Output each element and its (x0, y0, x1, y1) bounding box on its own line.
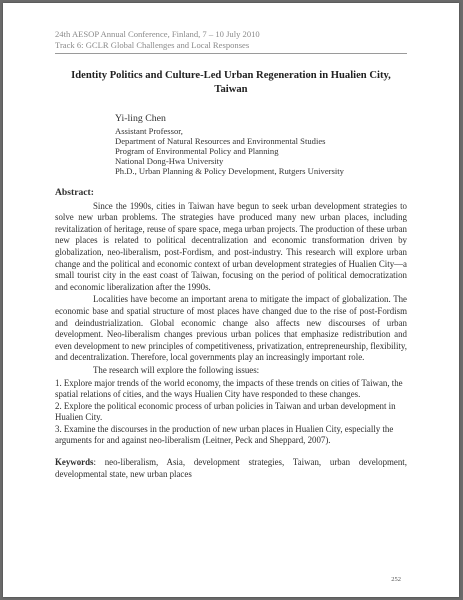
abstract-paragraph: Localities have become an important arena to mitigate the impact of globalization. The economic base and spatial structure of most places have changed due to the rise of post-Fordism and deindustrialization. Global economic change also affects new discourses of urban development. Neo-liberalism changes previous urban polices that emphasize redistribution and even development to new principles of competitiveness, privatization, entrepreneurship, flexibility, and decentralization. Therefore, local governments play an increasingly important role. (55, 294, 407, 363)
header-divider (55, 53, 407, 54)
page-number: 252 (391, 576, 401, 583)
abstract-section (55, 187, 407, 480)
issue-list-item: 3. Examine the discourses in the production of new urban places in Hualien City, especially the arguments for and against neo-liberalism (Leitner, Peck and Sheppard, 2007). (55, 423, 394, 446)
document-page (3, 3, 459, 597)
issue-list-item: 1. Explore major trends of the world economy, the impacts of these trends on cities of Taiwan, the spatial relations of cities, and the ways Hualien City have responded to these changes. (55, 377, 403, 400)
affiliation-line: Assistant Professor, (115, 126, 183, 136)
abstract-heading: Abstract: (55, 187, 94, 198)
paper-title: Identity Politics and Culture-Led Urban Regeneration in Hualien City, Taiwan (71, 70, 391, 95)
abstract-paragraph: The research will explore the following issues: (93, 364, 260, 375)
conference-header (55, 29, 260, 51)
affiliation-line: Program of Environmental Policy and Planning (115, 146, 279, 156)
header-line-2: Track 6: GCLR Global Challenges and Local Responses (55, 40, 250, 50)
abstract-paragraph: Since the 1990s, cities in Taiwan have begun to seek urban development strategies to solve new urban problems. The strategies have produced many new urban places, including revitalization of heritage, reuse of spare space, mega urban projects. The production of these urban new places is related to political decentralization and economic transformation driven by globalization, neo-liberalism, post-Fordism, and post-industry. This research will explore urban change and the political and economic context of urban development strategies of Hualien City—a small tourist city in the east coast of Taiwan, focusing on the period of political democratization and economic liberalization after the 1990s. (55, 200, 407, 292)
issue-list-item: 2. Explore the political economic process of urban policies in Taiwan and urban development in Hualien City. (55, 400, 396, 423)
author-block (115, 113, 344, 176)
affiliation-line: Department of Natural Resources and Environmental Studies (115, 136, 326, 146)
affiliation-line: National Dong-Hwa University (115, 156, 224, 166)
keywords-text: : neo-liberalism, Asia, development strategies, Taiwan, urban development, developmental state, new urban places (55, 457, 407, 479)
keywords-label: Keywords (55, 457, 94, 468)
author-name: Yi-ling Chen (115, 113, 166, 124)
header-line-1: 24th AESOP Annual Conference, Finland, 7 – 10 July 2010 (55, 29, 260, 39)
keywords-line (55, 457, 407, 480)
affiliation-line: Ph.D., Urban Planning & Policy Development, Rutgers University (115, 166, 344, 176)
